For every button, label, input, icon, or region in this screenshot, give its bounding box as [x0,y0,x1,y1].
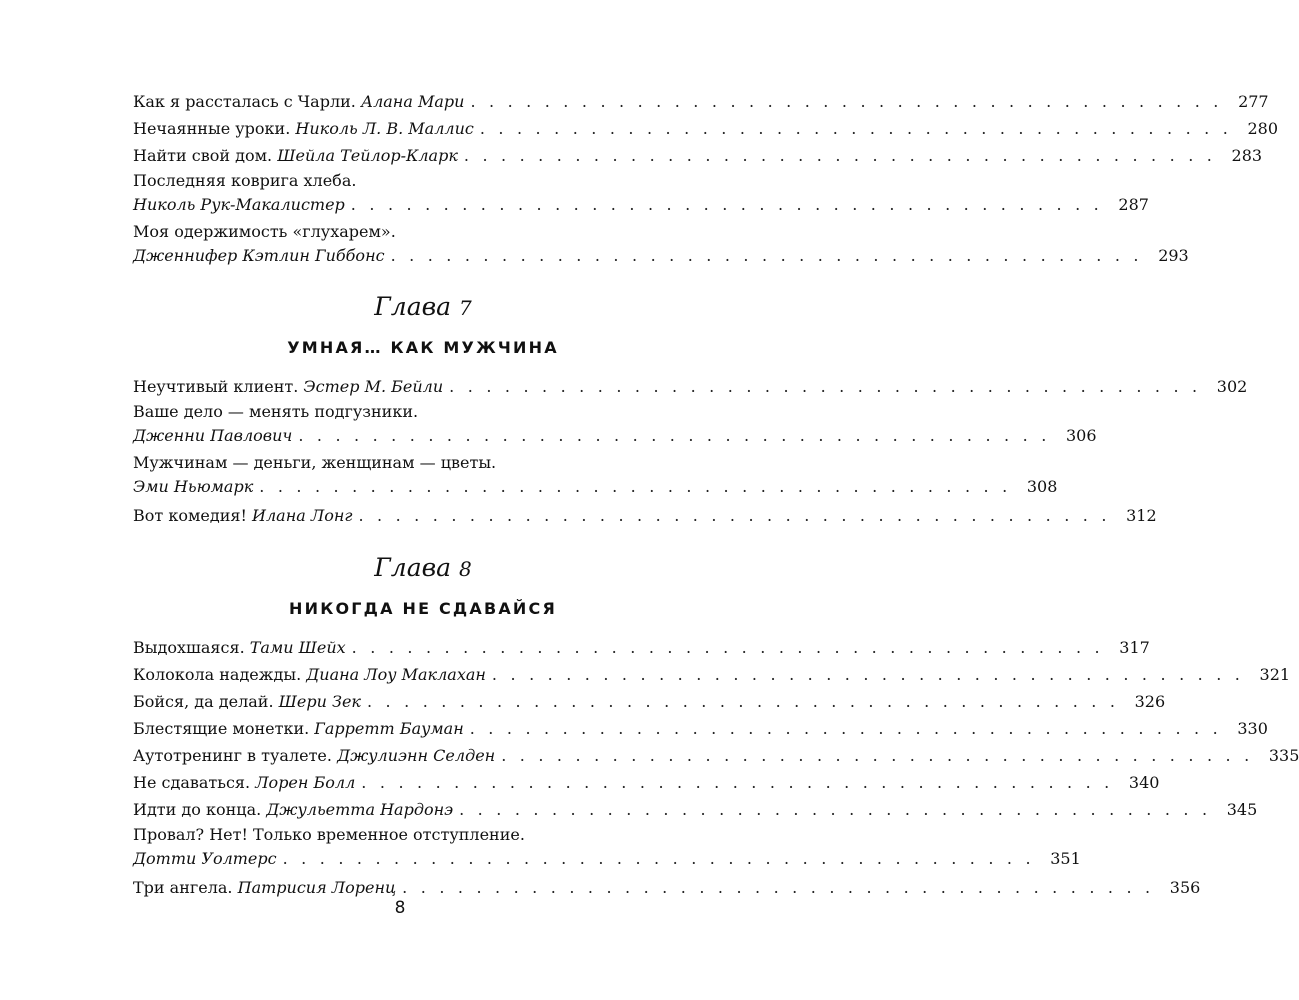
entry-page: 335 [1268,746,1299,765]
dot-leader: . . . . . . . . . . . . . . . . . . . . . . . . . . . . . . . . . . . . . . . . . [469,719,1222,738]
toc-entry[interactable] [133,661,1291,688]
chapter-label: Глава 7 [374,292,472,321]
toc-group-chapter-7 [133,373,1248,529]
toc-entry[interactable] [133,115,1279,142]
entry-title: Три ангела. [133,878,233,897]
page-number: 8 [394,898,406,918]
dot-leader: . . . . . . . . . . . . . . . . . . . . . . . . . . . . . . . . . . . . . . . . . [479,119,1233,138]
entry-page: 287 [1118,195,1149,214]
entry-author: Шейла Тейлор-Кларк [277,146,458,165]
entry-title: Блестящие монетки. [133,719,310,738]
entry-title: Последняя коврига хлеба. [133,171,357,190]
entry-page: 306 [1065,426,1097,445]
entry-author: Гарретт Бауман [314,719,464,738]
chapter-label: Глава 8 [374,553,472,582]
entry-title: Как я рассталась с Чарли. [133,92,356,111]
dot-leader: . . . . . . . . . . . . . . . . . . . . . . . . . . . . . . . . . . . . . . . . . [282,849,1035,868]
table-of-contents [133,88,1299,901]
entry-page: 293 [1158,246,1189,265]
dot-leader: . . . . . . . . . . . . . . . . . . . . . . . . . . . . . . . . . . . . . . . . . [361,773,1114,792]
entry-author: Диана Лоу Маклахан [306,665,486,684]
dot-leader: . . . . . . . . . . . . . . . . . . . . . . . . . . . . . . . . . . . . . . . . . [501,746,1254,765]
entry-title: Провал? Нет! Только временное отступление. [133,825,525,844]
dot-leader: . . . . . . . . . . . . . . . . . . . . . . . . . . . . . . . . . . . . . . . . . [358,506,1111,525]
entry-title: Неучтивый клиент. [133,377,299,396]
entry-author: Эми Ньюмарк [133,477,254,496]
chapter-heading-7 [133,292,713,357]
entry-author: Джульетта Нардонэ [266,800,454,819]
entry-title: Вот комедия! [133,506,247,525]
entry-title: Выдохшаяся. [133,638,245,657]
entry-author: Илана Лонг [252,506,353,525]
entry-page: 351 [1050,849,1081,868]
entry-author: Дженнифер Кэтлин Гиббонс [133,246,385,265]
toc-entry[interactable] [133,823,1081,871]
toc-entry[interactable] [133,142,1263,169]
entry-title: Мужчинам — деньги, женщинам — цветы. [133,453,497,472]
entry-title: Бойся, да делай. [133,692,274,711]
toc-entry[interactable] [133,451,1058,499]
entry-page: 317 [1119,638,1150,657]
toc-group-chapter-8 [133,634,1299,901]
entry-page: 330 [1237,719,1268,738]
dot-leader: . . . . . . . . . . . . . . . . . . . . . . . . . . . . . . . . . . . . . . . . . [402,878,1155,897]
toc-entry[interactable] [133,688,1166,715]
chapter-number: 8 [459,557,472,581]
chapter-title: УМНАЯ… КАК МУЖЧИНА [287,338,559,357]
entry-title: Найти свой дом. [133,146,273,165]
toc-entry[interactable] [133,634,1150,661]
entry-page: 326 [1134,692,1166,711]
entry-author: Патрисия Лоренц [237,878,397,897]
dot-leader: . . . . . . . . . . . . . . . . . . . . . . . . . . . . . . . . . . . . . . . . . [463,146,1217,165]
entry-page: 277 [1238,92,1269,111]
entry-author: Дженни Павлович [133,426,293,445]
toc-entry[interactable] [133,874,1201,901]
dot-leader: . . . . . . . . . . . . . . . . . . . . . . . . . . . . . . . . . . . . . . . . . [298,426,1051,445]
entry-page: 283 [1231,146,1263,165]
toc-entry[interactable] [133,373,1248,400]
entry-author: Дотти Уолтерс [133,849,277,868]
chapter-number: 7 [459,296,472,320]
entry-title: Идти до конца. [133,800,262,819]
toc-entry[interactable] [133,169,1149,217]
entry-author: Эстер М. Бейли [303,377,444,396]
dot-leader: . . . . . . . . . . . . . . . . . . . . . . . . . . . . . . . . . . . . . . . . . [459,800,1212,819]
toc-entry[interactable] [133,400,1097,448]
dot-leader: . . . . . . . . . . . . . . . . . . . . . . . . . . . . . . . . . . . . . . . . . [366,692,1120,711]
entry-page: 356 [1169,878,1201,897]
dot-leader: . . . . . . . . . . . . . . . . . . . . . . . . . . . . . . . . . . . . . . . . . [470,92,1223,111]
entry-page: 340 [1128,773,1160,792]
entry-page: 321 [1259,665,1291,684]
entry-author: Алана Мари [360,92,465,111]
chapter-heading-8 [133,553,713,618]
entry-author: Николь Л. В. Маллис [295,119,474,138]
toc-entry[interactable] [133,769,1160,796]
chapter-title: НИКОГДА НЕ СДАВАЙСЯ [289,599,557,618]
entry-author: Шери Зек [278,692,361,711]
entry-page: 302 [1216,377,1248,396]
entry-title: Колокола надежды. [133,665,302,684]
dot-leader: . . . . . . . . . . . . . . . . . . . . . . . . . . . . . . . . . . . . . . . . . [351,638,1104,657]
dot-leader: . . . . . . . . . . . . . . . . . . . . . . . . . . . . . . . . . . . . . . . . . [259,477,1012,496]
entry-page: 345 [1226,800,1258,819]
dot-leader: . . . . . . . . . . . . . . . . . . . . . . . . . . . . . . . . . . . . . . . . . [390,246,1143,265]
toc-entry[interactable] [133,742,1299,769]
entry-title: Ваше дело — менять подгузники. [133,402,419,421]
dot-leader: . . . . . . . . . . . . . . . . . . . . . . . . . . . . . . . . . . . . . . . . . [491,665,1245,684]
entry-title: Аутотренинг в туалете. [133,746,332,765]
entry-title: Не сдаваться. [133,773,251,792]
dot-leader: . . . . . . . . . . . . . . . . . . . . . . . . . . . . . . . . . . . . . . . . . [449,377,1202,396]
entry-author: Джулиэнн Селден [337,746,496,765]
entry-page: 308 [1026,477,1058,496]
toc-entry[interactable] [133,715,1268,742]
entry-page: 280 [1247,119,1279,138]
entry-title: Нечаянные уроки. [133,119,291,138]
entry-page: 312 [1126,506,1157,525]
toc-entry[interactable] [133,220,1189,268]
toc-entry[interactable] [133,796,1258,823]
toc-entry[interactable] [133,88,1269,115]
dot-leader: . . . . . . . . . . . . . . . . . . . . . . . . . . . . . . . . . . . . . . . . . [350,195,1103,214]
entry-title: Моя одержимость «глухарем». [133,222,396,241]
entry-author: Лорен Болл [255,773,356,792]
entry-author: Николь Рук-Макалистер [133,195,345,214]
toc-entry[interactable] [133,502,1157,529]
entry-author: Тами Шейх [249,638,346,657]
toc-group-top [133,88,1279,268]
